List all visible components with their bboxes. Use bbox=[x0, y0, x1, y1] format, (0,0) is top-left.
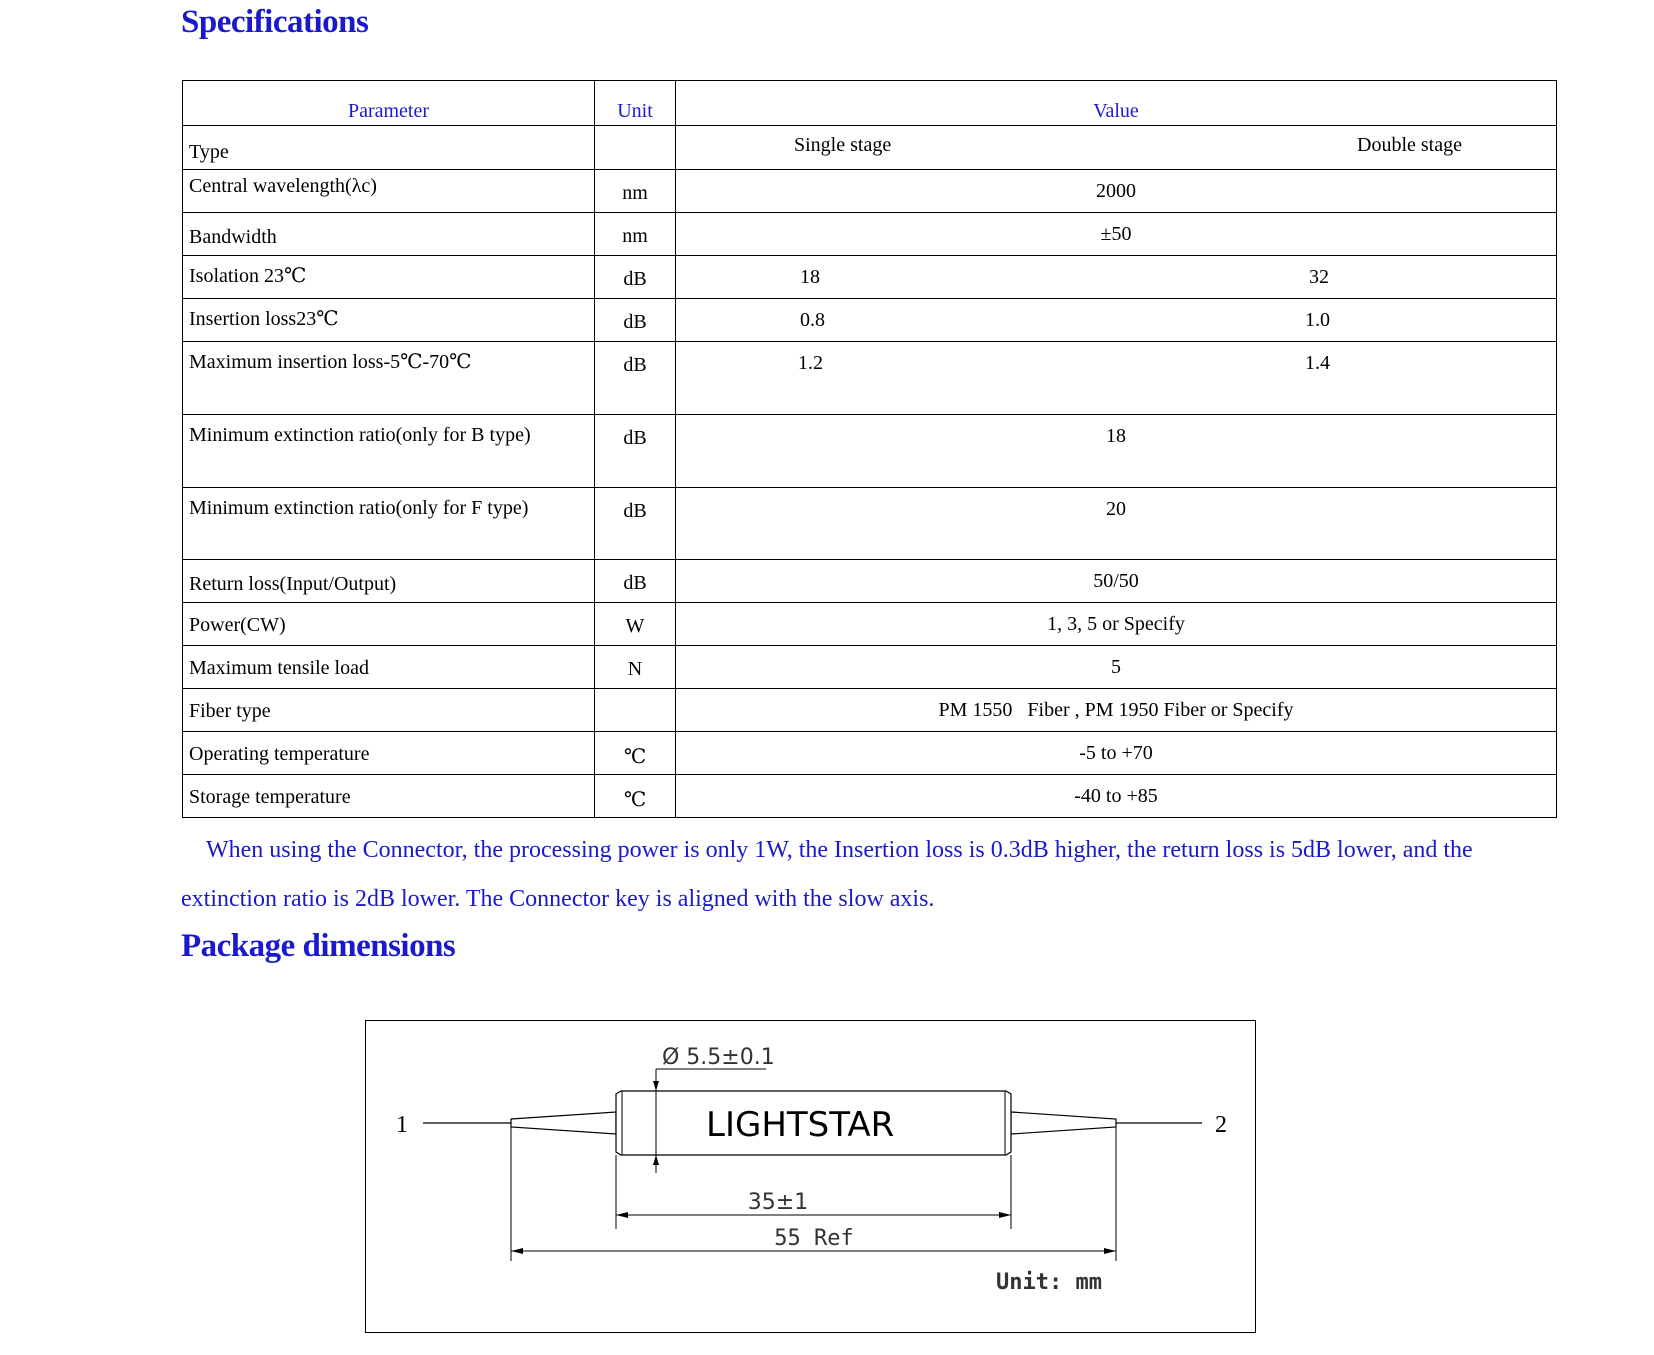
row-unit bbox=[595, 689, 676, 732]
table-row bbox=[183, 689, 1557, 732]
row-value: 2000 bbox=[676, 170, 1557, 213]
row-unit: W bbox=[595, 603, 676, 646]
table-row bbox=[183, 560, 1557, 603]
row-unit: ℃ bbox=[595, 732, 676, 775]
package-diagram bbox=[365, 1020, 1256, 1333]
row-param: Maximum tensile load bbox=[183, 646, 595, 689]
row-value bbox=[676, 342, 1557, 415]
diameter-arrow-top bbox=[653, 1081, 659, 1091]
row-param: Type bbox=[183, 126, 595, 170]
row-param: Isolation 23℃ bbox=[183, 256, 595, 299]
table-header-row bbox=[183, 81, 1557, 126]
table-row bbox=[183, 775, 1557, 818]
row-unit: dB bbox=[595, 488, 676, 560]
row-param: Insertion loss23℃ bbox=[183, 299, 595, 342]
value-single-stage: Single stage bbox=[794, 134, 892, 156]
connector-note: When using the Connector, the processing power is only 1W, the Insertion loss is 0.3dB higher, the return loss is 5dB lower, and the extinction ratio is 2dB lower. The Connector key is aligned with the slow axis. bbox=[181, 837, 1473, 912]
package-dimensions-heading: Package dimensions bbox=[181, 928, 456, 964]
row-value bbox=[676, 126, 1557, 170]
brand-label: LIGHTSTAR bbox=[706, 1105, 895, 1145]
diameter-arrow-bottom bbox=[653, 1155, 659, 1165]
table-row bbox=[183, 488, 1557, 560]
header-unit: Unit bbox=[595, 81, 676, 126]
row-unit: nm bbox=[595, 170, 676, 213]
total-length-label: 55 Ref bbox=[774, 1226, 854, 1251]
row-value: 1, 3, 5 or Specify bbox=[676, 603, 1557, 646]
body-length-label: 35±1 bbox=[747, 1190, 809, 1215]
specifications-table bbox=[182, 80, 1557, 818]
row-unit: ℃ bbox=[595, 775, 676, 818]
isolator-drawing bbox=[366, 1021, 1257, 1334]
row-unit: N bbox=[595, 646, 676, 689]
row-value: 5 bbox=[676, 646, 1557, 689]
row-param: Power(CW) bbox=[183, 603, 595, 646]
unit-label: Unit: mm bbox=[996, 1270, 1102, 1295]
row-unit: dB bbox=[595, 256, 676, 299]
row-value: 50/50 bbox=[676, 560, 1557, 603]
table-row bbox=[183, 126, 1557, 170]
row-value: 20 bbox=[676, 488, 1557, 560]
row-unit: dB bbox=[595, 415, 676, 488]
row-unit: nm bbox=[595, 213, 676, 256]
diameter-label: Ø 5.5±0.1 bbox=[662, 1045, 775, 1070]
row-value: PM 1550 Fiber , PM 1950 Fiber or Specify bbox=[676, 689, 1557, 732]
port-1-label: 1 bbox=[396, 1112, 408, 1138]
row-param: Operating temperature bbox=[183, 732, 595, 775]
total-arrow-right bbox=[1104, 1248, 1116, 1254]
value-double-stage: Double stage bbox=[1357, 134, 1462, 156]
row-value: -40 to +85 bbox=[676, 775, 1557, 818]
table-row bbox=[183, 646, 1557, 689]
total-arrow-left bbox=[511, 1248, 523, 1254]
boot-right bbox=[1011, 1112, 1116, 1134]
value-double-stage: 1.4 bbox=[1305, 352, 1330, 374]
row-param: Fiber type bbox=[183, 689, 595, 732]
row-unit: dB bbox=[595, 560, 676, 603]
port-2-label: 2 bbox=[1215, 1112, 1227, 1138]
value-double-stage: 1.0 bbox=[1305, 309, 1330, 331]
table-row bbox=[183, 170, 1557, 213]
table-row bbox=[183, 213, 1557, 256]
value-single-stage: 0.8 bbox=[800, 309, 825, 331]
row-value: -5 to +70 bbox=[676, 732, 1557, 775]
table-row bbox=[183, 342, 1557, 415]
specifications-heading: Specifications bbox=[181, 4, 369, 40]
row-param: Central wavelength(λc) bbox=[183, 170, 595, 213]
table-row bbox=[183, 415, 1557, 488]
table-row bbox=[183, 299, 1557, 342]
row-value bbox=[676, 299, 1557, 342]
table-row bbox=[183, 732, 1557, 775]
row-param: Minimum extinction ratio(only for F type) bbox=[183, 488, 595, 560]
value-single-stage: 1.2 bbox=[798, 352, 823, 374]
row-param: Return loss(Input/Output) bbox=[183, 560, 595, 603]
value-single-stage: 18 bbox=[800, 266, 820, 288]
row-param: Minimum extinction ratio(only for B type) bbox=[183, 415, 595, 488]
row-param: Storage temperature bbox=[183, 775, 595, 818]
row-param: Maximum insertion loss-5℃-70℃ bbox=[183, 342, 595, 415]
header-value: Value bbox=[676, 81, 1557, 126]
row-unit: dB bbox=[595, 342, 676, 415]
row-value bbox=[676, 256, 1557, 299]
body-arrow-left bbox=[616, 1212, 628, 1218]
row-unit: dB bbox=[595, 299, 676, 342]
table-row bbox=[183, 256, 1557, 299]
row-unit bbox=[595, 126, 676, 170]
row-value: 18 bbox=[676, 415, 1557, 488]
table-row bbox=[183, 603, 1557, 646]
row-value: ±50 bbox=[676, 213, 1557, 256]
row-param: Bandwidth bbox=[183, 213, 595, 256]
body-arrow-right bbox=[999, 1212, 1011, 1218]
boot-left bbox=[511, 1112, 616, 1134]
value-double-stage: 32 bbox=[1309, 266, 1329, 288]
header-parameter: Parameter bbox=[183, 81, 595, 126]
